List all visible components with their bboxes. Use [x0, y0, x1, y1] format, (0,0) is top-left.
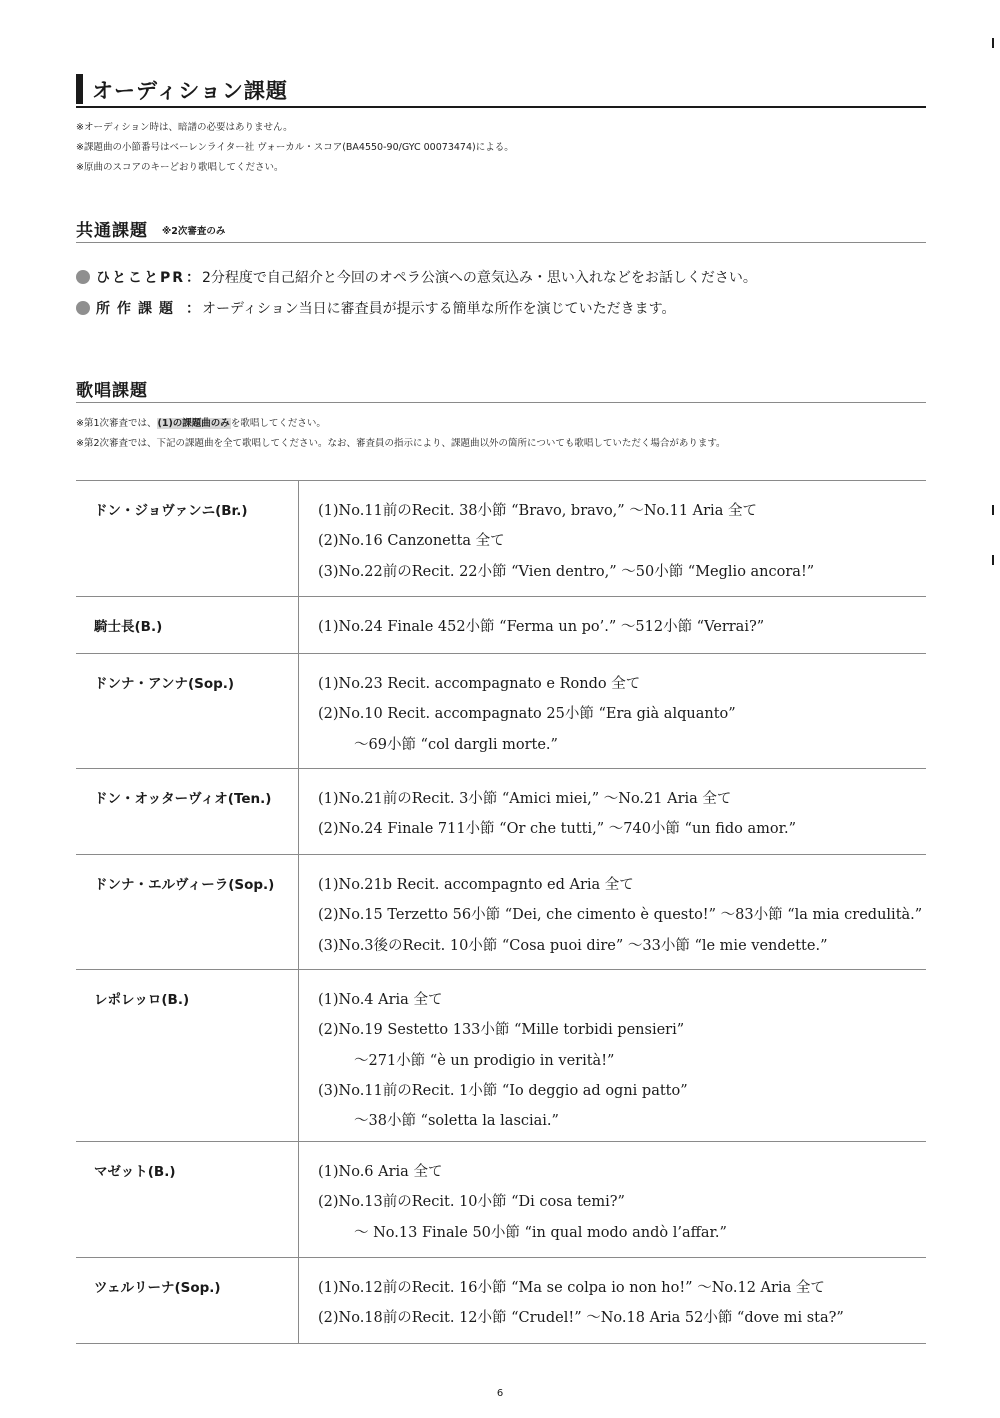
assignment-item: ～38小節 “soletta la lasciai.” [354, 1113, 559, 1130]
table-row [76, 481, 926, 597]
assignment-item: (1)No.6 Aria 全て [318, 1164, 443, 1180]
assignment-item: (1)No.23 Recit. accompagnato e Rondo 全て [318, 676, 641, 692]
role-name: レポレッロ(B.) [94, 992, 190, 1008]
edge-crop-mark [992, 38, 1000, 48]
note: ※原曲のスコアのキーどおり歌唱してください。 [76, 162, 284, 173]
page-number: 6 [496, 1388, 504, 1399]
column-divider [298, 970, 299, 1141]
role-name: ドンナ・エルヴィーラ(Sop.) [94, 877, 275, 893]
note-highlight: (1)の課題曲のみ [157, 418, 230, 429]
assignment-list [318, 1157, 727, 1248]
common-section-heading [76, 216, 926, 243]
assignment-item: ～69小節 “col dargli morte.” [354, 736, 558, 753]
column-divider [298, 481, 299, 596]
assignment-item: (1)No.4 Aria 全て [318, 992, 443, 1008]
role-name: ドンナ・アンナ(Sop.) [94, 676, 235, 692]
role-name: マゼット(B.) [94, 1164, 176, 1180]
assignment-item: ～271小節 “è un prodigio in verità!” [354, 1052, 615, 1069]
assignment-list [318, 496, 814, 587]
assignment-item: (2)No.13前のRecit. 10小節 “Di cosa temi?” [318, 1194, 625, 1211]
note: ※課題曲の小節番号はベーレンライター社 ヴォーカル・スコア(BA4550-90/GYC 00073474)による。 [76, 142, 514, 153]
assignment-list [318, 784, 796, 845]
column-divider [298, 1258, 299, 1343]
assignment-item: (1)No.12前のRecit. 16小節 “Ma se colpa io non ho!” ～No.12 Aria 全て [318, 1280, 825, 1296]
note-text: を歌唱してください。 [230, 418, 326, 429]
role-name: ドン・ジョヴァンニ(Br.) [94, 503, 248, 519]
common-heading: 共通課題 [76, 221, 148, 241]
table-row [76, 970, 926, 1142]
singing-assignment-table [76, 480, 926, 1344]
bullet-dot-icon [76, 270, 90, 284]
item-colon: ： [186, 270, 200, 286]
audition-notes [76, 118, 936, 178]
note [76, 414, 936, 434]
common-item-pr [76, 267, 757, 289]
assignment-list [318, 985, 688, 1136]
item-text: オーディション当日に審査員が提示する簡単な所作を演じていただきます。 [202, 301, 676, 317]
common-subnote: ※2次審査のみ [162, 226, 226, 237]
note: ※第2次審査では、下記の課題曲を全て歌唱してください。なお、審査員の指示により、課題曲以外の箇所についても歌唱していただく場合があります。 [76, 438, 726, 449]
page-title [76, 74, 926, 108]
table-row [76, 1142, 926, 1258]
edge-crop-mark [992, 555, 1000, 565]
note: ※オーディション時は、暗譜の必要はありません。 [76, 122, 293, 133]
role-name: ドン・オッターヴィオ(Ten.) [94, 791, 272, 807]
assignment-item: (1)No.21前のRecit. 3小節 “Amici miei,” ～No.21 Aria 全て [318, 791, 732, 807]
item-colon: ： [186, 301, 200, 317]
table-row [76, 855, 926, 970]
assignment-item: (1)No.21b Recit. accompagnto ed Aria 全て [318, 877, 634, 893]
page-title-text: オーディション課題 [92, 79, 288, 103]
role-name: ツェルリーナ(Sop.) [94, 1280, 221, 1296]
assignment-item: (2)No.16 Canzonetta 全て [318, 533, 505, 550]
role-name: 騎士長(B.) [94, 619, 163, 635]
assignment-list [318, 1273, 844, 1334]
singing-section-heading [76, 376, 926, 403]
assignment-item: (2)No.10 Recit. accompagnato 25小節 “Era già alquanto” [318, 706, 736, 723]
column-divider [298, 855, 299, 969]
common-item-shosa [76, 298, 675, 320]
column-divider [298, 597, 299, 653]
column-divider [298, 769, 299, 854]
table-row [76, 597, 926, 654]
column-divider [298, 654, 299, 768]
assignment-list [318, 669, 736, 760]
item-text: 2分程度で自己紹介と今回のオペラ公演への意気込み・思い入れなどをお話しください。 [202, 270, 757, 286]
edge-crop-mark [992, 505, 1000, 515]
assignment-item: (2)No.18前のRecit. 12小節 “Crudel!” ～No.18 Aria 52小節 “dove mi sta?” [318, 1310, 844, 1327]
title-accent-bar [76, 74, 83, 104]
note-text: ※第1次審査では、 [76, 418, 157, 429]
table-row [76, 654, 926, 769]
assignment-item: (3)No.11前のRecit. 1小節 “Io deggio ad ogni patto” [318, 1082, 688, 1099]
assignment-item: ～ No.13 Finale 50小節 “in qual modo andò l’affar.” [354, 1224, 727, 1241]
assignment-item: (3)No.22前のRecit. 22小節 “Vien dentro,” ～50小節 “Meglio ancora!” [318, 563, 815, 580]
bullet-dot-icon [76, 301, 90, 315]
assignment-list [318, 612, 764, 642]
assignment-item: (1)No.24 Finale 452小節 “Ferma un po’.” ～512小節 “Verrai?” [318, 619, 765, 635]
column-divider [298, 1142, 299, 1257]
assignment-item: (2)No.19 Sestetto 133小節 “Mille torbidi pensieri” [318, 1022, 685, 1039]
assignment-list [318, 870, 922, 961]
assignment-item: (1)No.11前のRecit. 38小節 “Bravo, bravo,” ～No.11 Aria 全て [318, 503, 757, 519]
table-row [76, 769, 926, 855]
assignment-item: (3)No.3後のRecit. 10小節 “Cosa puoi dire” ～33小節 “le mie vendette.” [318, 937, 828, 954]
singing-notes [76, 414, 936, 454]
assignment-item: (2)No.15 Terzetto 56小節 “Dei, che cimento è questo!” ～83小節 “la mia credulità.” [318, 907, 923, 924]
item-label: 所作課題 [96, 301, 180, 317]
item-label: ひとことPR [96, 270, 186, 286]
table-row [76, 1258, 926, 1344]
assignment-item: (2)No.24 Finale 711小節 “Or che tutti,” ～740小節 “un fido amor.” [318, 821, 797, 838]
singing-heading: 歌唱課題 [76, 381, 148, 401]
